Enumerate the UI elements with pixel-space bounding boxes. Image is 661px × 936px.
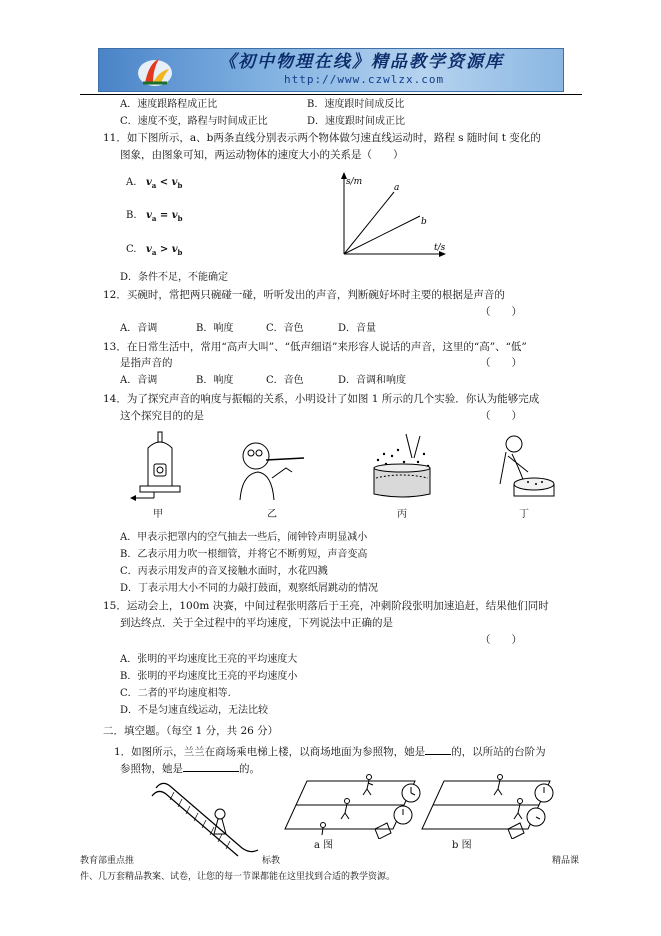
header-banner <box>98 48 564 92</box>
q14-answer-paren: （ ） <box>480 410 522 422</box>
banner-title: 《初中物理在线》精品教学资源库 <box>219 52 504 72</box>
q15-stem-line1: 15．运动会上，100m 决赛，中间过程张明落后于王亮，冲刺阶段张明加速追赶，结果他们同时 <box>103 600 549 612</box>
figure-label-bing: 丙 <box>397 509 407 520</box>
q12-answer-paren: （ ） <box>480 306 522 318</box>
q15-answer-paren: （ ） <box>480 634 522 646</box>
q13-option-a: A．音调 <box>120 375 158 386</box>
q10-option-b: B．速度跟时间成反比 <box>307 99 405 110</box>
alarm-clock-icon <box>154 464 166 476</box>
s-t-graph <box>328 170 450 262</box>
footer-line2: 件、几万套精品教案、试卷，让您的每一节课都能在这里找到合适的教学资源。 <box>80 872 396 882</box>
footer-right: 精品课 <box>552 856 580 866</box>
figure-a-label: a 图 <box>314 840 334 851</box>
line-b <box>344 216 420 254</box>
q13-stem-line1: 13．在日常生活中，常用“高声大叫”、“低声细语”来形容人说话的声音，这里的“高”、“低” <box>103 341 527 353</box>
q15-stem-line2: 到达终点．关于全过程中的平均速度，下列说法中正确的是 <box>120 617 393 629</box>
q12-stem: 12．买碗时，常把两只碗碰一碰，听听发出的声音，判断碗好坏时主要的根据是声音的 <box>103 289 505 301</box>
header-divider <box>80 94 582 95</box>
figure-escalator <box>150 778 262 858</box>
fill-q1-line2: 参照物，她是 的。 <box>120 763 260 775</box>
q11-option-a: A. $v_a < v_b$ <box>126 177 183 190</box>
figure-a-platform <box>283 773 435 839</box>
fill-q1-blank-1[interactable] <box>425 744 451 755</box>
figure-yi-blowing-tube <box>232 438 312 502</box>
q14-option-b: B．乙表示用力吹一根细管，并将它不断剪短，声音变高 <box>120 549 368 560</box>
line-a <box>344 192 394 254</box>
q11-stem-line1: 11．如下图所示，a、b两条直线分别表示两个物体做匀速直线运动时，路程 s 随时间 t 变化的 <box>103 132 541 144</box>
q15-option-d: D．不是匀速直线运动，无法比较 <box>120 705 269 716</box>
q14-option-a: A．甲表示把罩内的空气抽去一些后，闹钟铃声明显减小 <box>120 532 368 543</box>
figure-b-label: b 图 <box>452 840 472 851</box>
q13-option-d: D．音调和响度 <box>338 375 407 386</box>
figure-label-jia: 甲 <box>153 509 163 520</box>
figure-ding-drum <box>486 432 556 502</box>
logo-icon <box>135 53 175 89</box>
section2-heading: 二．填空题。（每空 1 分，共 26 分） <box>103 725 279 737</box>
girl-icon <box>215 809 225 819</box>
q13-option-b: B．响度 <box>196 375 234 386</box>
q11-option-c: C. $v_a > v_b$ <box>126 244 183 257</box>
pump-arrow-icon <box>130 495 136 501</box>
q10-option-c: C．速度不变，路程与时间成正比 <box>120 116 268 127</box>
fill-q1-blank-2[interactable] <box>183 761 239 772</box>
q12-option-d: D．音量 <box>338 323 377 334</box>
q14-stem-line1: 14．为了探究声音的响度与振幅的关系，小明设计了如图 1 所示的几个实验．你认为能够完成 <box>103 393 540 405</box>
q13-answer-paren: （ ） <box>480 357 522 369</box>
q11-option-d: D．条件不足，不能确定 <box>120 272 229 283</box>
q11-stem-line2: 图象，由图象可知，两运动物体的速度大小的关系是（ ） <box>120 149 404 161</box>
fill-q1-line1: 1．如图所示，兰兰在商场乘电梯上楼，以商场地面为参照物，她是 的，以所站的台阶为 <box>114 746 546 758</box>
figure-label-yi: 乙 <box>267 509 277 520</box>
q15-option-c: C．二者的平均速度相等. <box>120 688 231 699</box>
q12-option-a: A．音调 <box>120 323 158 334</box>
q14-option-d: D．丁表示用大小不同的力敲打鼓面，观察纸屑跳动的情况 <box>120 583 379 594</box>
q13-option-c: C．音色 <box>266 375 304 386</box>
footer-mid: 标教 <box>262 856 281 866</box>
scissors-icon <box>272 468 292 478</box>
figure-bing-tuning-fork <box>366 432 438 502</box>
q10-option-d: D．速度跟时间成正比 <box>307 116 406 127</box>
q14-stem-line2: 这个探究目的的是 <box>120 410 204 422</box>
footer-left: 教育部重点推 <box>80 856 135 866</box>
q13-stem-line2: 是指声音的 <box>120 357 173 369</box>
q12-option-b: B．响度 <box>196 323 234 334</box>
graph-label-b: b <box>421 217 427 227</box>
graph-ylabel: s/m <box>346 177 363 187</box>
q15-option-b: B．张明的平均速度比王亮的平均速度小 <box>120 671 298 682</box>
banner-url[interactable]: http://www.czwlzx.com <box>284 73 445 86</box>
q15-option-a: A．张明的平均速度比王亮的平均速度大 <box>120 654 298 665</box>
q10-option-a: A．速度跟路程成正比 <box>120 99 218 110</box>
drum-icon <box>514 478 554 490</box>
q12-option-c: C．音色 <box>266 323 304 334</box>
clock-icon <box>394 784 420 824</box>
graph-xlabel: t/s <box>434 243 446 253</box>
figure-jia-bell-jar <box>130 428 190 506</box>
figure-b-platform <box>420 773 570 839</box>
q14-option-c: C．丙表示用发声的音叉接触水面时，水花四溅 <box>120 566 328 577</box>
figure-label-ding: 丁 <box>519 509 529 520</box>
graph-label-a: a <box>394 183 400 193</box>
q11-option-b: B. $v_a = v_b$ <box>126 210 183 223</box>
